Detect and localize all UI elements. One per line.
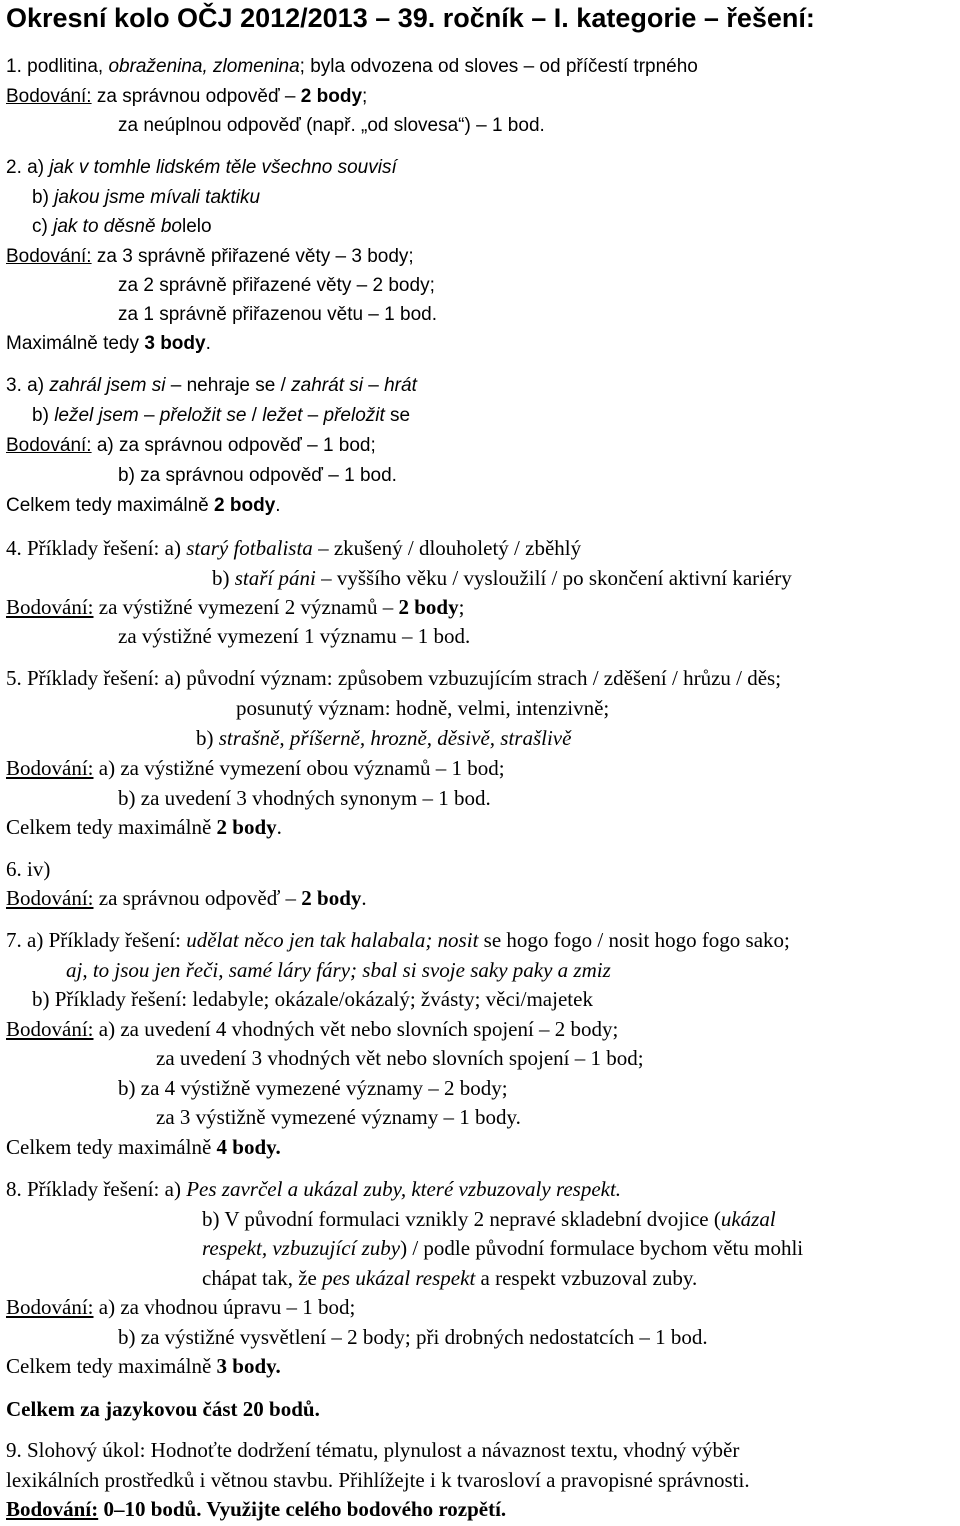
text-run-italic: udělat něco jen tak halabala; nosit xyxy=(186,928,479,952)
text-run: b) xyxy=(32,187,55,208)
text-run: – xyxy=(302,405,324,426)
text-run: 9. Slohový úkol: Hodnoťte dodržení tématu, plynulost a návaznost textu, vhodný výběr xyxy=(6,1438,740,1462)
scoring-7-line-3 xyxy=(118,1075,508,1101)
scoring-2-line xyxy=(6,244,414,270)
answer-5a-line-2 xyxy=(236,695,609,721)
text-run: se hogo fogo / nosit hogo fogo sako; xyxy=(478,928,790,952)
text-run: 3. a) xyxy=(6,375,50,396)
points-bold: 2 body xyxy=(216,815,277,839)
text-run-bold: Celkem za jazykovou část 20 bodů. xyxy=(6,1397,320,1421)
text-run: za výstižné vymezení 1 významu – 1 bod. xyxy=(118,624,471,648)
total-7-line xyxy=(6,1134,281,1160)
points-bold: 2 body xyxy=(214,495,276,516)
text-run-italic: aj, to jsou jen řeči, samé láry fáry; sbal si svoje saky paky a zmiz xyxy=(66,958,611,982)
text-run: – nehraje se / xyxy=(165,375,292,396)
text-run: 6. iv) xyxy=(6,857,51,881)
text-run: lelo xyxy=(181,216,212,237)
task-9-line-2 xyxy=(6,1467,750,1493)
total-2-line xyxy=(6,331,211,357)
answer-8b-line xyxy=(202,1206,776,1232)
text-run: a) za výstižné vymezení obou významů – 1 bod; xyxy=(93,756,505,780)
page-title: Okresní kolo OČJ 2012/2013 – 39. ročník – I. kategorie – řešení: xyxy=(6,3,815,33)
answer-5b-line xyxy=(196,725,571,751)
text-run-italic: ležel jsem xyxy=(54,405,139,426)
text-run: Celkem tedy maximálně xyxy=(6,495,215,516)
scoring-8-line xyxy=(6,1294,355,1320)
text-run: za 3 správně přiřazené věty – 3 body; xyxy=(91,246,414,267)
total-5-line xyxy=(6,814,282,840)
scoring-label: Bodování: xyxy=(6,435,92,456)
total-3-line xyxy=(6,493,281,519)
text-run-italic: strašně, příšerně, hrozně, děsivě, strašlivě xyxy=(218,726,572,750)
text-run: ; xyxy=(458,595,465,619)
text-run: b) xyxy=(32,405,55,426)
text-run-italic: ležet xyxy=(262,405,303,426)
answer-5a-line xyxy=(6,665,781,691)
points-bold: 3 body xyxy=(144,333,206,354)
text-run: Celkem tedy maximálně xyxy=(6,1354,217,1378)
text-run: – xyxy=(138,405,160,426)
scoring-2-line-2 xyxy=(118,273,435,299)
answer-1-line xyxy=(6,54,698,80)
text-run-italic: respekt, vzbuzující zuby xyxy=(202,1236,401,1260)
text-run: 8. Příklady řešení: a) xyxy=(6,1177,187,1201)
text-run: 7. a) Příklady řešení: xyxy=(6,928,187,952)
text-run: Celkem tedy maximálně xyxy=(6,815,217,839)
text-run: – vyššího věku / vysloužilí / po skončení aktivní kariéry xyxy=(315,566,792,590)
points-bold: 2 body xyxy=(300,86,363,107)
task-9-line xyxy=(6,1437,739,1463)
text-run-bold: 0–10 bodů. Využijte celého bodového rozpětí. xyxy=(98,1497,507,1521)
text-run: a) za uvedení 4 vhodných vět nebo slovních spojení – 2 body; xyxy=(93,1017,619,1041)
text-run: – xyxy=(362,375,385,396)
text-run: . xyxy=(275,495,281,516)
text-run: . xyxy=(361,886,367,910)
text-run: b) za správnou odpověď – 1 bod. xyxy=(118,465,397,486)
points-bold: 3 body. xyxy=(216,1354,281,1378)
text-run-italic: starý fotbalista xyxy=(186,536,313,560)
scoring-label: Bodování: xyxy=(6,86,92,107)
scoring-label: Bodování: xyxy=(6,246,92,267)
text-run: za uvedení 3 vhodných vět nebo slovních spojení – 1 bod; xyxy=(156,1046,644,1070)
answer-8b-line-2 xyxy=(202,1235,803,1261)
text-run: b) Příklady řešení: ledabyle; okázale/okázalý; žvásty; věci/majetek xyxy=(32,987,593,1011)
answer-8b-line-3 xyxy=(202,1265,697,1291)
answer-4b-line xyxy=(212,565,792,591)
text-run-italic: Pes zavrčel a ukázal zuby, které vzbuzovaly respekt. xyxy=(186,1177,622,1201)
text-run: 5. Příklady řešení: a) původní význam: způsobem vzbuzujícím strach / zděšení / hrůzu / děs; xyxy=(6,666,782,690)
text-run-italic: zahrát si xyxy=(291,375,363,396)
answer-2b-line xyxy=(32,185,260,211)
scoring-4-line-2 xyxy=(118,623,470,649)
language-part-total xyxy=(6,1396,320,1422)
answer-2c-line xyxy=(32,214,212,240)
text-run: 2. a) xyxy=(6,157,50,178)
total-8-line xyxy=(6,1353,281,1379)
text-run-italic: pes ukázal respekt xyxy=(322,1266,476,1290)
text-run: 1. podlitina, xyxy=(6,56,109,77)
answer-3b-line xyxy=(32,403,410,429)
scoring-5-line-2 xyxy=(118,785,491,811)
scoring-label: Bodování: xyxy=(6,756,94,780)
text-run-italic: jakou jsme mívali taktiku xyxy=(54,187,261,208)
answer-4a-line xyxy=(6,535,581,561)
text-run: / xyxy=(246,405,263,426)
scoring-7-line xyxy=(6,1016,618,1042)
text-run: a) za správnou odpověď – 1 bod; xyxy=(91,435,376,456)
text-run: b) xyxy=(212,566,235,590)
scoring-label: Bodování: xyxy=(6,1017,94,1041)
scoring-2-line-3 xyxy=(118,302,437,328)
scoring-9-line xyxy=(6,1496,506,1522)
text-run: . xyxy=(276,815,282,839)
answer-6-line xyxy=(6,856,50,882)
points-bold: 4 body. xyxy=(216,1135,281,1159)
scoring-1-line xyxy=(6,84,367,110)
text-run: se xyxy=(384,405,411,426)
text-run-italic: ukázal xyxy=(720,1207,776,1231)
text-run-italic: obraženina, zlomenina xyxy=(108,56,300,77)
scoring-3-line xyxy=(6,433,376,459)
scoring-5-line xyxy=(6,755,505,781)
answer-3a-line xyxy=(6,373,417,399)
text-run: za 3 výstižně vymezené významy – 1 body. xyxy=(156,1105,521,1129)
answer-7b-line xyxy=(32,986,593,1012)
text-run: za neúplnou odpověď (např. „od slovesa“) – 1 bod. xyxy=(118,115,545,136)
text-run: ) / podle původní formulace bychom větu mohli xyxy=(400,1236,804,1260)
text-run: posunutý význam: hodně, velmi, intenzivně; xyxy=(236,696,610,720)
scoring-label: Bodování: xyxy=(6,1497,99,1521)
answer-7a-line-2 xyxy=(66,957,611,983)
scoring-8-line-2 xyxy=(118,1324,708,1350)
text-run-italic: přeložit xyxy=(323,405,385,426)
scoring-7-line-2 xyxy=(156,1045,644,1071)
scoring-3-line-2 xyxy=(118,463,397,489)
text-run: . xyxy=(205,333,211,354)
text-run: – zkušený / dlouholetý / zběhlý xyxy=(312,536,582,560)
text-run: ; byla odvozena od sloves – od příčestí trpného xyxy=(299,56,698,77)
text-run: za správnou odpověď – xyxy=(93,886,302,910)
scoring-label: Bodování: xyxy=(6,886,94,910)
text-run-italic: jak to děsně bo xyxy=(53,216,182,237)
scoring-label: Bodování: xyxy=(6,1295,94,1319)
text-run-italic: hrát xyxy=(384,375,417,396)
text-run: lexikálních prostředků i větnou stavbu. Přihlížejte i k tvarosloví a pravopisné správnosti. xyxy=(6,1468,750,1492)
text-run: c) xyxy=(32,216,54,237)
text-run: ; xyxy=(362,86,368,107)
text-run: a) za vhodnou úpravu – 1 bod; xyxy=(93,1295,356,1319)
text-run-italic: staří páni xyxy=(234,566,316,590)
text-run: za 2 správně přiřazené věty – 2 body; xyxy=(118,275,435,296)
scoring-7-line-4 xyxy=(156,1104,521,1130)
points-bold: 2 body xyxy=(301,886,362,910)
scoring-6-line xyxy=(6,885,367,911)
scoring-1-line-2 xyxy=(118,113,545,139)
answer-8a-line xyxy=(6,1176,621,1202)
answer-7a-line xyxy=(6,927,790,953)
scoring-4-line xyxy=(6,594,464,620)
text-run: b) za výstižné vysvětlení – 2 body; při drobných nedostatcích – 1 bod. xyxy=(118,1325,708,1349)
text-run-italic: přeložit se xyxy=(159,405,247,426)
text-run: za výstižné vymezení 2 významů – xyxy=(93,595,399,619)
text-run: Maximálně tedy xyxy=(6,333,145,354)
text-run: b) za uvedení 3 vhodných synonym – 1 bod. xyxy=(118,786,491,810)
points-bold: 2 body xyxy=(398,595,459,619)
text-run-italic: zahrál jsem si xyxy=(49,375,166,396)
text-run: b) za 4 výstižně vymezené významy – 2 body; xyxy=(118,1076,508,1100)
text-run: b) xyxy=(196,726,219,750)
text-run-italic: jak v tomhle lidském těle všechno souvisí xyxy=(49,157,397,178)
answer-2a-line xyxy=(6,155,397,181)
scoring-label: Bodování: xyxy=(6,595,94,619)
text-run: chápat tak, že xyxy=(202,1266,323,1290)
text-run: a respekt vzbuzoval zuby. xyxy=(475,1266,698,1290)
text-run: 4. Příklady řešení: a) xyxy=(6,536,187,560)
text-run: b) V původní formulaci vznikly 2 nepravé skladební dvojice ( xyxy=(202,1207,721,1231)
text-run: Celkem tedy maximálně xyxy=(6,1135,217,1159)
text-run: za 1 správně přiřazenou větu – 1 bod. xyxy=(118,304,437,325)
text-run: za správnou odpověď – xyxy=(91,86,301,107)
